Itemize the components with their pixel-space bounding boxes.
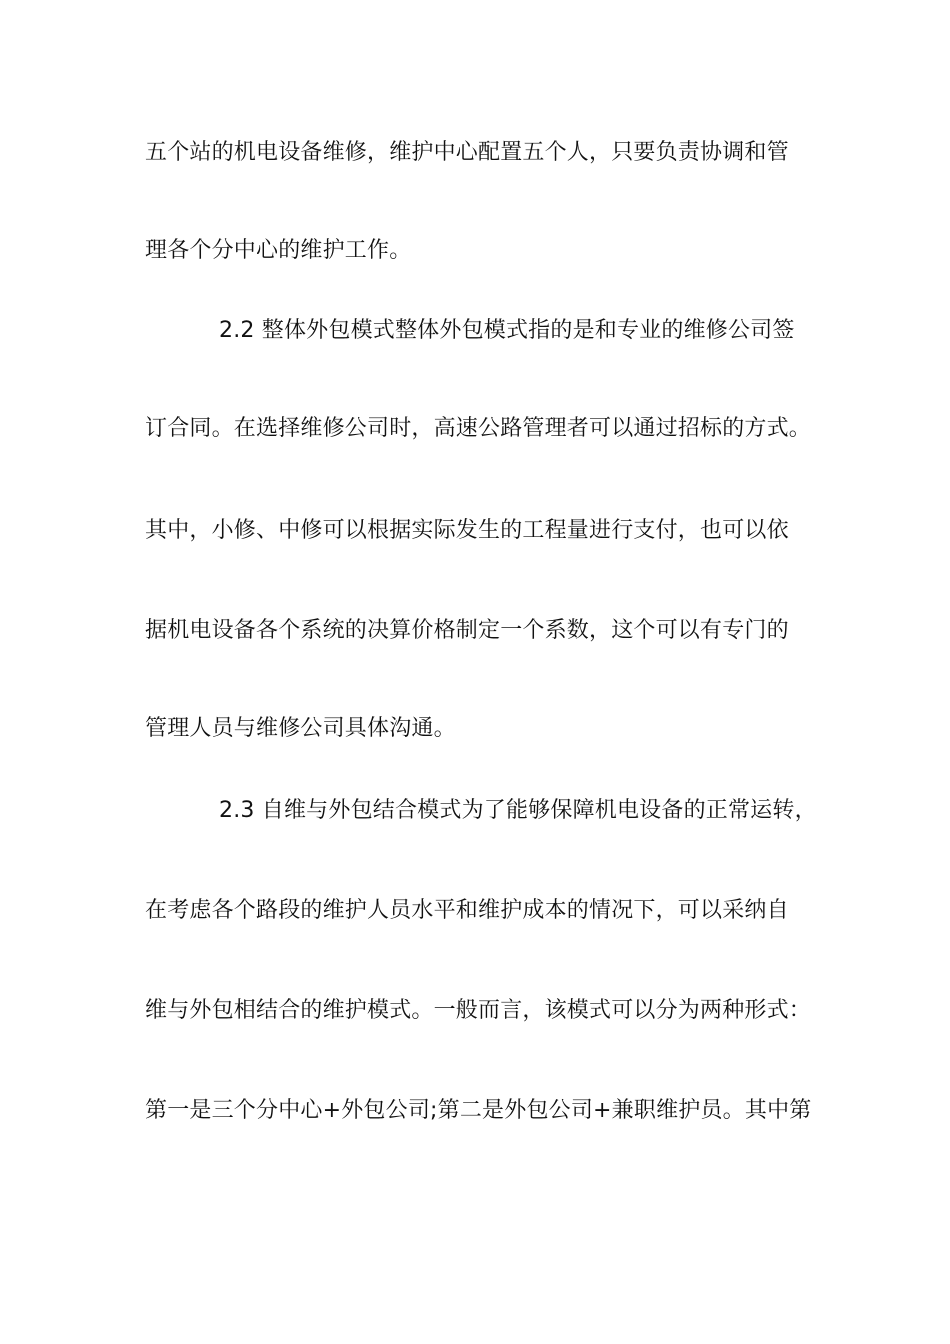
section-heading-2-3: 2.3 自维与外包结合模式为了能够保障机电设备的正常运转， (219, 798, 817, 823)
text-line: 理各个分中心的维护工作。 (145, 238, 412, 263)
text-line: 维与外包相结合的维护模式。一般而言，该模式可以分为两种形式： (145, 998, 812, 1023)
section-heading-2-2: 2.2 整体外包模式整体外包模式指的是和专业的维修公司签 (219, 318, 795, 343)
text-line: 其中，小修、中修可以根据实际发生的工程量进行支付，也可以依 (145, 518, 789, 543)
text-line: 在考虑各个路段的维护人员水平和维护成本的情况下，可以采纳自 (145, 898, 789, 923)
text-line: 订合同。在选择维修公司时，高速公路管理者可以通过招标的方式。 (145, 416, 812, 441)
text-line: 管理人员与维修公司具体沟通。 (145, 716, 456, 741)
text-line: 据机电设备各个系统的决算价格制定一个系数，这个可以有专门的 (145, 618, 789, 643)
text-line: 第一是三个分中心+外包公司;第二是外包公司+兼职维护员。其中第 (145, 1098, 812, 1123)
text-line: 五个站的机电设备维修，维护中心配置五个人，只要负责协调和管 (145, 140, 789, 165)
